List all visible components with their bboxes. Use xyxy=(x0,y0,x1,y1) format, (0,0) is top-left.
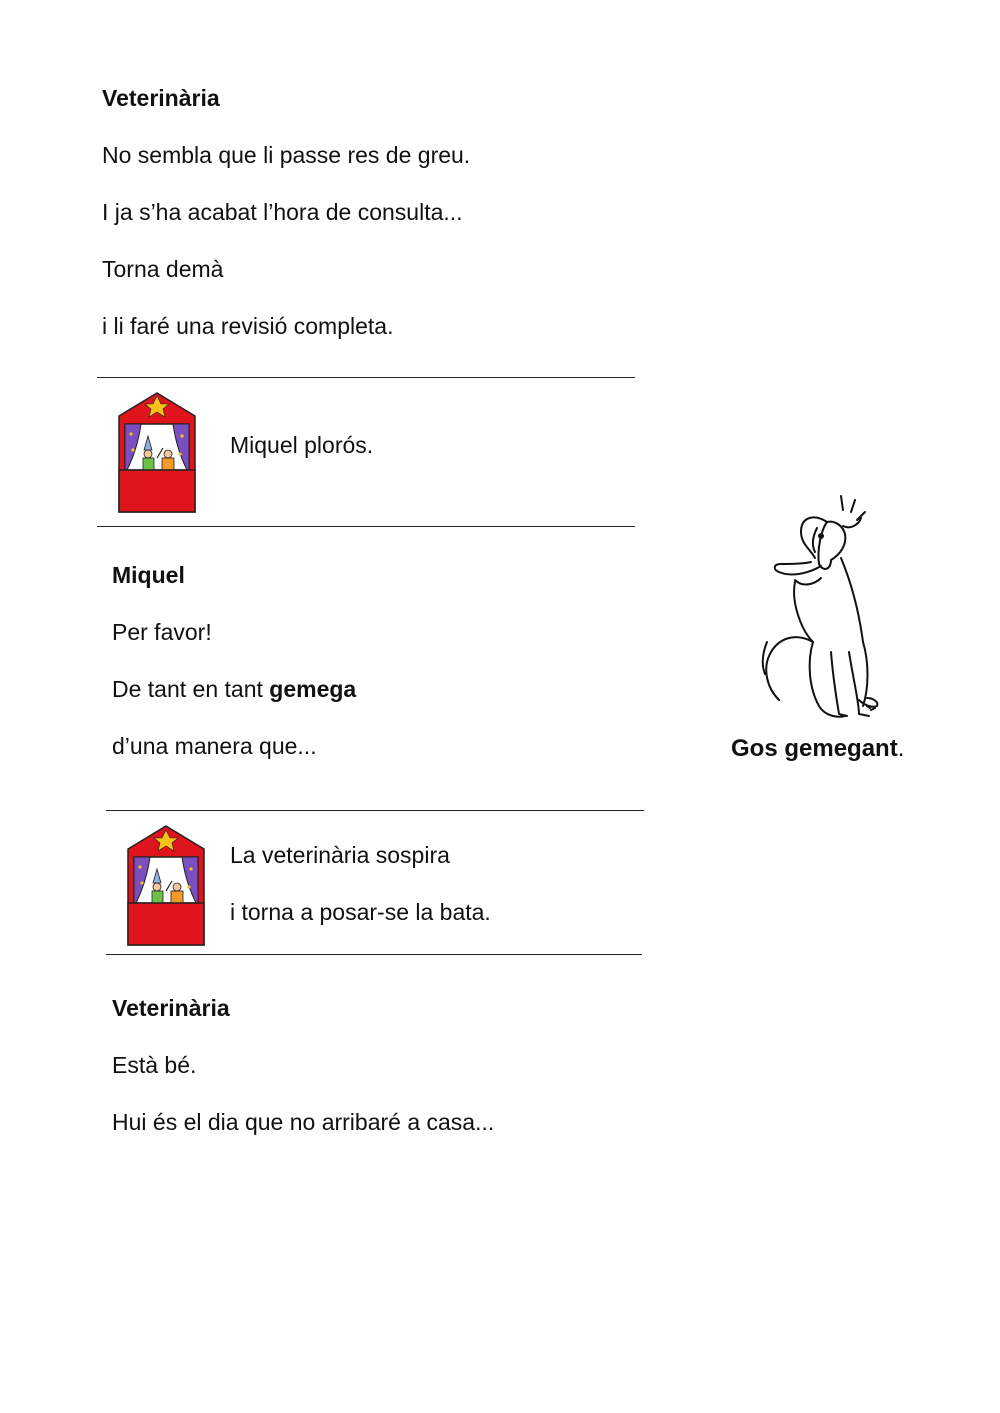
divider xyxy=(106,954,642,955)
dialogue-line: i li faré una revisió completa. xyxy=(102,313,394,339)
puppet-theater-icon xyxy=(126,825,206,947)
dialogue-line: I ja s’ha acabat l’hora de consulta... xyxy=(102,199,463,225)
dialogue-text: De tant en tant xyxy=(112,676,270,702)
stage-direction: La veterinària sospira xyxy=(230,842,450,868)
divider xyxy=(97,526,635,527)
puppet-theater-icon xyxy=(117,392,197,514)
stage-direction: Miquel plorós. xyxy=(230,432,374,458)
stage-direction: i torna a posar-se la bata. xyxy=(230,899,491,925)
speaker-name: Veterinària xyxy=(112,995,230,1021)
dialogue-line: No sembla que li passe res de greu. xyxy=(102,142,471,168)
dialogue-line: Torna demà xyxy=(102,256,224,282)
dog-howling-icon xyxy=(755,492,885,727)
divider xyxy=(97,377,635,378)
speaker-name: Veterinària xyxy=(102,85,220,111)
dialogue-line xyxy=(112,675,356,703)
divider xyxy=(106,810,644,811)
dialogue-line: Hui és el dia que no arribaré a casa... xyxy=(112,1109,495,1135)
figure-caption-bold: Gos gemegant xyxy=(731,735,898,762)
dialogue-line: Per favor! xyxy=(112,619,212,645)
figure-caption-tail: . xyxy=(897,735,905,762)
highlight-word: gemega xyxy=(269,676,357,702)
speaker-name: Miquel xyxy=(112,562,185,588)
dialogue-line: d’una manera que... xyxy=(112,733,317,759)
dialogue-line: Està bé. xyxy=(112,1052,197,1078)
figure-caption xyxy=(731,735,904,763)
